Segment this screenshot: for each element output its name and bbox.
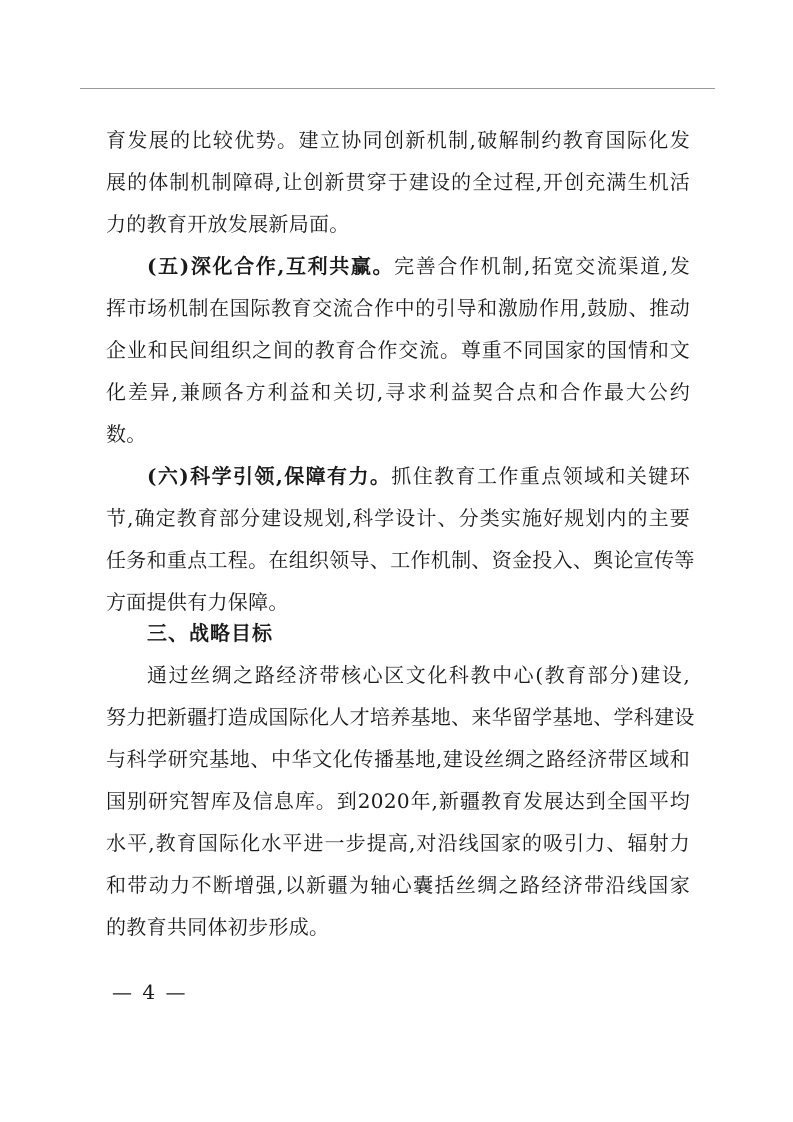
paragraph-line: 企业和民间组织之间的教育合作交流。尊重不同国家的国情和文 [106,338,690,362]
header-rule [80,88,715,89]
paragraph-first-line: 通过丝绸之路经济带核心区文化科教中心(教育部分)建设, [147,663,690,687]
paragraph-line: 的教育共同体初步形成。 [106,915,330,939]
paragraph-line: 节,确定教育部分建设规划,科学设计、分类实施好规划内的主要 [106,506,690,530]
paragraph-text: 完善合作机制,拓宽交流渠道,发 [394,254,690,278]
paragraph-line: 化差异,兼顾各方利益和关切,寻求利益契合点和合作最大公约 [106,380,690,404]
paragraph-first-line [147,253,690,279]
section-heading: 三、战略目标 [147,621,273,645]
paragraph-line: 与科学研究基地、中华文化传播基地,建设丝绸之路经济带区域和 [106,747,690,771]
paragraph-line: 任务和重点工程。在组织领导、工作机制、资金投入、舆论宣传等 [106,548,695,572]
paragraph-lead: (六)科学引领,保障有力。 [147,464,392,488]
paragraph-text: 抓住教育工作重点领域和关键环 [391,464,690,488]
paragraph-line: 努力把新疆打造成国际化人才培养基地、来华留学基地、学科建设 [106,705,695,729]
paragraph-line: 水平,教育国际化水平进一步提高,对沿线国家的吸引力、辐射力 [106,831,690,855]
paragraph-line: 数。 [106,422,147,446]
paragraph-line: 挥市场机制在国际教育交流合作中的引导和激励作用,鼓励、推动 [106,296,690,320]
paragraph-line: 力的教育开放发展新局面。 [106,212,350,236]
paragraph-line: 展的体制机制障碍,让创新贯穿于建设的全过程,开创充满生机活 [106,170,690,194]
paragraph-line: 国别研究智库及信息库。到2020年,新疆教育发展达到全国平均 [106,789,690,813]
paragraph-line: 方面提供有力保障。 [106,590,289,614]
paragraph-line: 和带动力不断增强,以新疆为轴心囊括丝绸之路经济带沿线国家 [106,873,690,897]
paragraph-first-line [147,463,690,489]
paragraph-lead: (五)深化合作,互利共赢。 [147,254,395,278]
paragraph-line: 育发展的比较优势。建立协同创新机制,破解制约教育国际化发 [106,128,690,152]
page-number: — 4 — [112,980,188,1004]
